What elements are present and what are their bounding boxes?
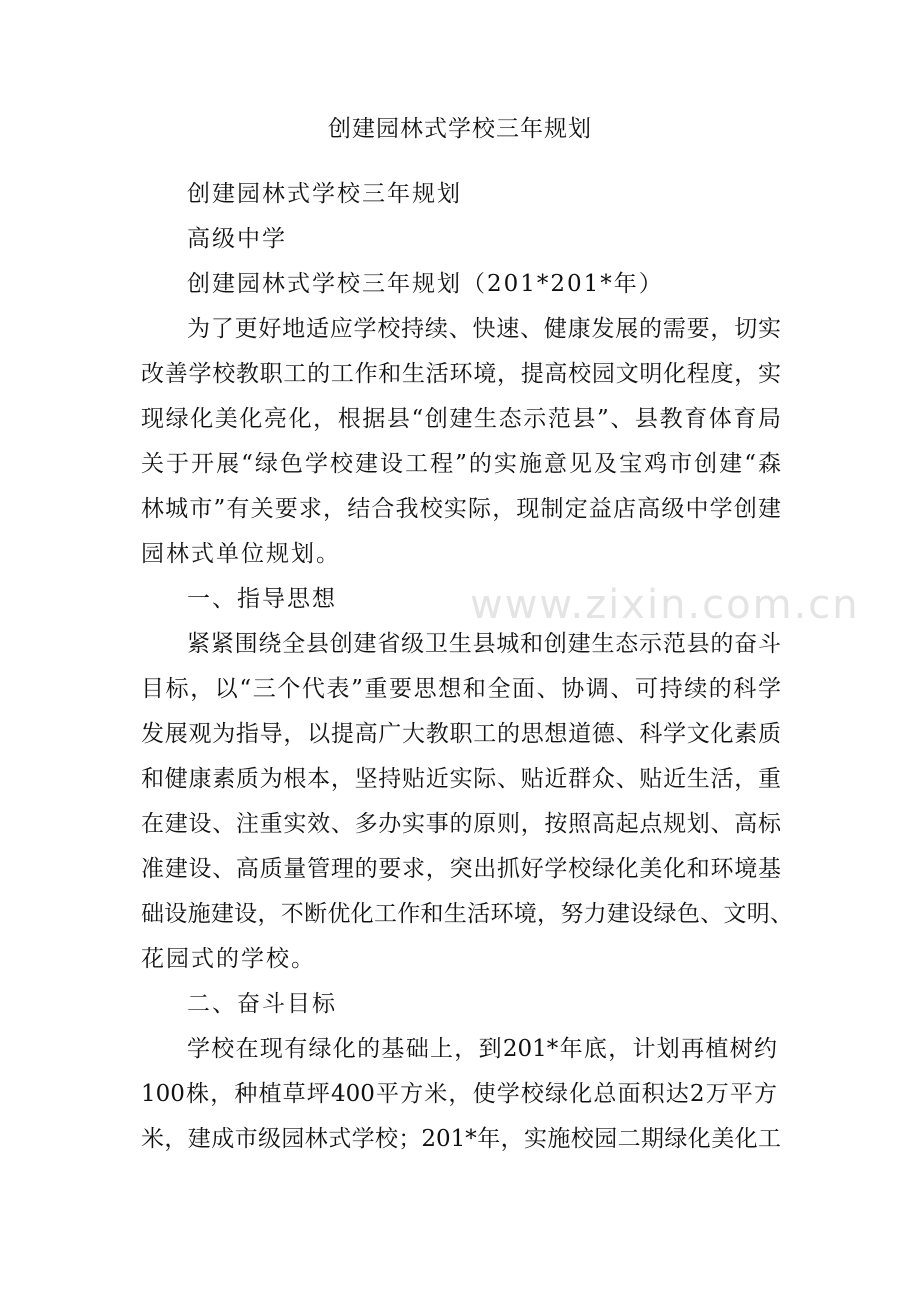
paragraph-line: 100株，种植草坪400平方米，使学校绿化总面积达2万平方 [141, 1081, 777, 1107]
school-name: 高级中学 [187, 226, 287, 252]
paragraph-line: 林城市”有关要求，结合我校实际，现制定益店高级中学创建 [141, 496, 781, 522]
paragraph-line: 为了更好地适应学校持续、快速、健康发展的需要，切实 [187, 316, 781, 342]
paragraph-line: 现绿化美化亮化，根据县“创建生态示范县”、县教育体育局 [141, 406, 781, 432]
paragraph-line: 紧紧围绕全县创建省级卫生县城和创建生态示范县的奋斗 [187, 631, 781, 657]
paragraph-line: 园林式单位规划。 [141, 541, 341, 567]
document-title: 创建园林式学校三年规划 [328, 116, 592, 142]
paragraph-line: 改善学校教职工的工作和生活环境，提高校园文明化程度，实 [141, 361, 781, 387]
watermark: www.zixin.com.cn [470, 582, 860, 628]
section-heading: 二、奋斗目标 [187, 991, 337, 1017]
paragraph-line: 在建设、注重实效、多办实事的原则，按照高起点规划、高标 [141, 811, 781, 837]
paragraph-line: 础设施建设，不断优化工作和生活环境，努力建设绿色、文明、 [141, 901, 793, 927]
paragraph-line: 关于开展“绿色学校建设工程”的实施意见及宝鸡市创建“森 [141, 451, 781, 477]
paragraph-line: 米，建成市级园林式学校；201*年，实施校园二期绿化美化工 [141, 1126, 781, 1152]
paragraph-line: 准建设、高质量管理的要求，突出抓好学校绿化美化和环境基 [141, 856, 781, 882]
section-heading: 一、指导思想 [187, 586, 337, 612]
plan-heading: 创建园林式学校三年规划（201*201*年） [187, 271, 664, 297]
paragraph-line: 和健康素质为根本，坚持贴近实际、贴近群众、贴近生活，重 [141, 766, 781, 792]
paragraph-line: 发展观为指导，以提高广大教职工的思想道德、科学文化素质 [141, 721, 781, 747]
paragraph-line: 学校在现有绿化的基础上，到201*年底，计划再植树约 [187, 1036, 777, 1062]
paragraph-line: 花园式的学校。 [141, 946, 316, 972]
subtitle: 创建园林式学校三年规划 [187, 181, 462, 207]
paragraph-line: 目标，以“三个代表”重要思想和全面、协调、可持续的科学 [141, 676, 781, 702]
